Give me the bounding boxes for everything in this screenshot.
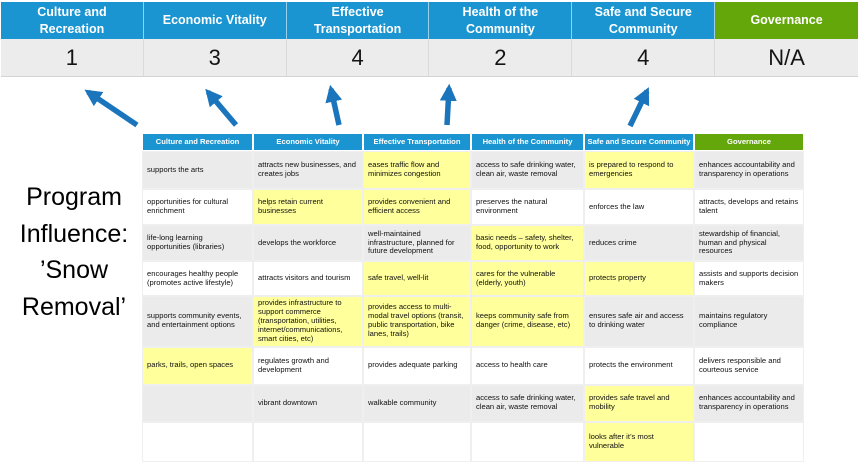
- matrix-cell: safe travel, well-lit: [364, 262, 470, 295]
- up-left-arrow-icon: [88, 92, 137, 125]
- matrix-header-governance: Governance: [695, 134, 803, 150]
- matrix-cell: [364, 423, 470, 461]
- matrix-cell: enforces the law: [585, 190, 693, 224]
- influence-arrows: [0, 80, 859, 132]
- matrix-cell: basic needs – safety, shelter, food, opportunity to work: [472, 226, 583, 260]
- score-culture-and-recreation: 1: [1, 39, 144, 76]
- matrix-cell: supports the arts: [143, 152, 252, 188]
- matrix-cell: [254, 423, 362, 461]
- program-label-line: Influence:: [19, 219, 129, 248]
- matrix-header-culture-and-recreation: Culture and Recreation: [143, 134, 252, 150]
- matrix-row-6: [143, 348, 803, 384]
- matrix-cell: stewardship of financial, human and physical resources: [695, 226, 803, 260]
- matrix-cell: provides access to multi-modal travel options (transit, public transportation, bike lanes, trails): [364, 297, 470, 346]
- matrix-cell: provides infrastructure to support commerce (transportation, utilities, internet/communications, smart cities, etc): [254, 297, 362, 346]
- matrix-row-2: [143, 190, 803, 224]
- matrix-cell: preserves the natural environment: [472, 190, 583, 224]
- matrix-cell: vibrant downtown: [254, 386, 362, 421]
- matrix-row-3: [143, 226, 803, 260]
- matrix-cell: protects property: [585, 262, 693, 295]
- matrix-cell: delivers responsible and courteous service: [695, 348, 803, 384]
- matrix-cell: parks, trails, open spaces: [143, 348, 252, 384]
- matrix-cell: well-maintained infrastructure, planned for future development: [364, 226, 470, 260]
- matrix-header-row: [143, 134, 803, 150]
- matrix-header-economic-vitality: Economic Vitality: [254, 134, 362, 150]
- matrix-cell: enhances accountability and transparency in operations: [695, 386, 803, 421]
- matrix-cell: [143, 386, 252, 421]
- score-governance: N/A: [715, 39, 858, 76]
- matrix-header-effective-transportation: Effective Transportation: [364, 134, 470, 150]
- matrix-row-5: [143, 297, 803, 346]
- matrix-row-4: [143, 262, 803, 295]
- matrix-cell: develops the workforce: [254, 226, 362, 260]
- matrix-cell: [695, 423, 803, 461]
- up-right-arrow-icon: [630, 91, 647, 126]
- score-health-of-the-community: 2: [429, 39, 572, 76]
- score-safe-and-secure-community: 4: [572, 39, 715, 76]
- matrix-cell: attracts visitors and tourism: [254, 262, 362, 295]
- matrix-cell: supports community events, and entertainment options: [143, 297, 252, 346]
- matrix-cell: encourages healthy people (promotes active lifestyle): [143, 262, 252, 295]
- matrix-cell: access to safe drinking water, clean air, waste removal: [472, 152, 583, 188]
- score-effective-transportation: 4: [287, 39, 430, 76]
- program-influence-label: [0, 179, 148, 325]
- matrix-cell: maintains regulatory compliance: [695, 297, 803, 346]
- scoreboard-score-row: [1, 39, 858, 77]
- influence-matrix-container: [141, 132, 805, 463]
- matrix-cell: eases traffic flow and minimizes congestion: [364, 152, 470, 188]
- scoreboard: [1, 2, 858, 77]
- up-left-arrow-icon: [208, 92, 236, 125]
- matrix-header-health-of-the-community: Health of the Community: [472, 134, 583, 150]
- matrix-cell: life-long learning opportunities (libraries): [143, 226, 252, 260]
- scoreboard-header-economic-vitality: Economic Vitality: [144, 2, 287, 39]
- scoreboard-header-safe-and-secure-community: Safe and Secure Community: [572, 2, 715, 39]
- matrix-cell: reduces crime: [585, 226, 693, 260]
- scoreboard-header-health-of-the-community: Health of the Community: [429, 2, 572, 39]
- matrix-cell: opportunities for cultural enrichment: [143, 190, 252, 224]
- matrix-cell: access to safe drinking water, clean air, waste removal: [472, 386, 583, 421]
- matrix-cell: provides safe travel and mobility: [585, 386, 693, 421]
- scoreboard-header-effective-transportation: Effective Transportation: [287, 2, 430, 39]
- matrix-cell: walkable community: [364, 386, 470, 421]
- scoreboard-header-culture-and-recreation: Culture and Recreation: [1, 2, 144, 39]
- matrix-cell: looks after it’s most vulnerable: [585, 423, 693, 461]
- program-label-line: ’Snow: [39, 256, 109, 284]
- influence-matrix: [141, 132, 805, 463]
- matrix-cell: protects the environment: [585, 348, 693, 384]
- matrix-row-8: [143, 423, 803, 461]
- matrix-row-7: [143, 386, 803, 421]
- matrix-cell: provides adequate parking: [364, 348, 470, 384]
- matrix-cell: assists and supports decision makers: [695, 262, 803, 295]
- matrix-cell: enhances accountability and transparency in operations: [695, 152, 803, 188]
- up-arrow-icon: [331, 89, 339, 125]
- matrix-cell: helps retain current businesses: [254, 190, 362, 224]
- matrix-cell: attracts new businesses, and creates jobs: [254, 152, 362, 188]
- scoreboard-header-row: [1, 2, 858, 39]
- matrix-cell: [143, 423, 252, 461]
- matrix-cell: cares for the vulnerable (elderly, youth): [472, 262, 583, 295]
- matrix-header-safe-and-secure-community: Safe and Secure Community: [585, 134, 693, 150]
- score-economic-vitality: 3: [144, 39, 287, 76]
- matrix-cell: regulates growth and development: [254, 348, 362, 384]
- up-arrow-icon: [447, 88, 449, 125]
- matrix-cell: access to health care: [472, 348, 583, 384]
- matrix-cell: provides convenient and efficient access: [364, 190, 470, 224]
- matrix-cell: ensures safe air and access to drinking water: [585, 297, 693, 346]
- matrix-cell: keeps community safe from danger (crime, disease, etc): [472, 297, 583, 346]
- program-label-line: Program: [26, 183, 122, 211]
- matrix-row-1: [143, 152, 803, 188]
- matrix-cell: is prepared to respond to emergencies: [585, 152, 693, 188]
- scoreboard-header-governance: Governance: [715, 2, 858, 39]
- matrix-cell: [472, 423, 583, 461]
- matrix-cell: attracts, develops and retains talent: [695, 190, 803, 224]
- program-label-line: Removal’: [21, 292, 127, 321]
